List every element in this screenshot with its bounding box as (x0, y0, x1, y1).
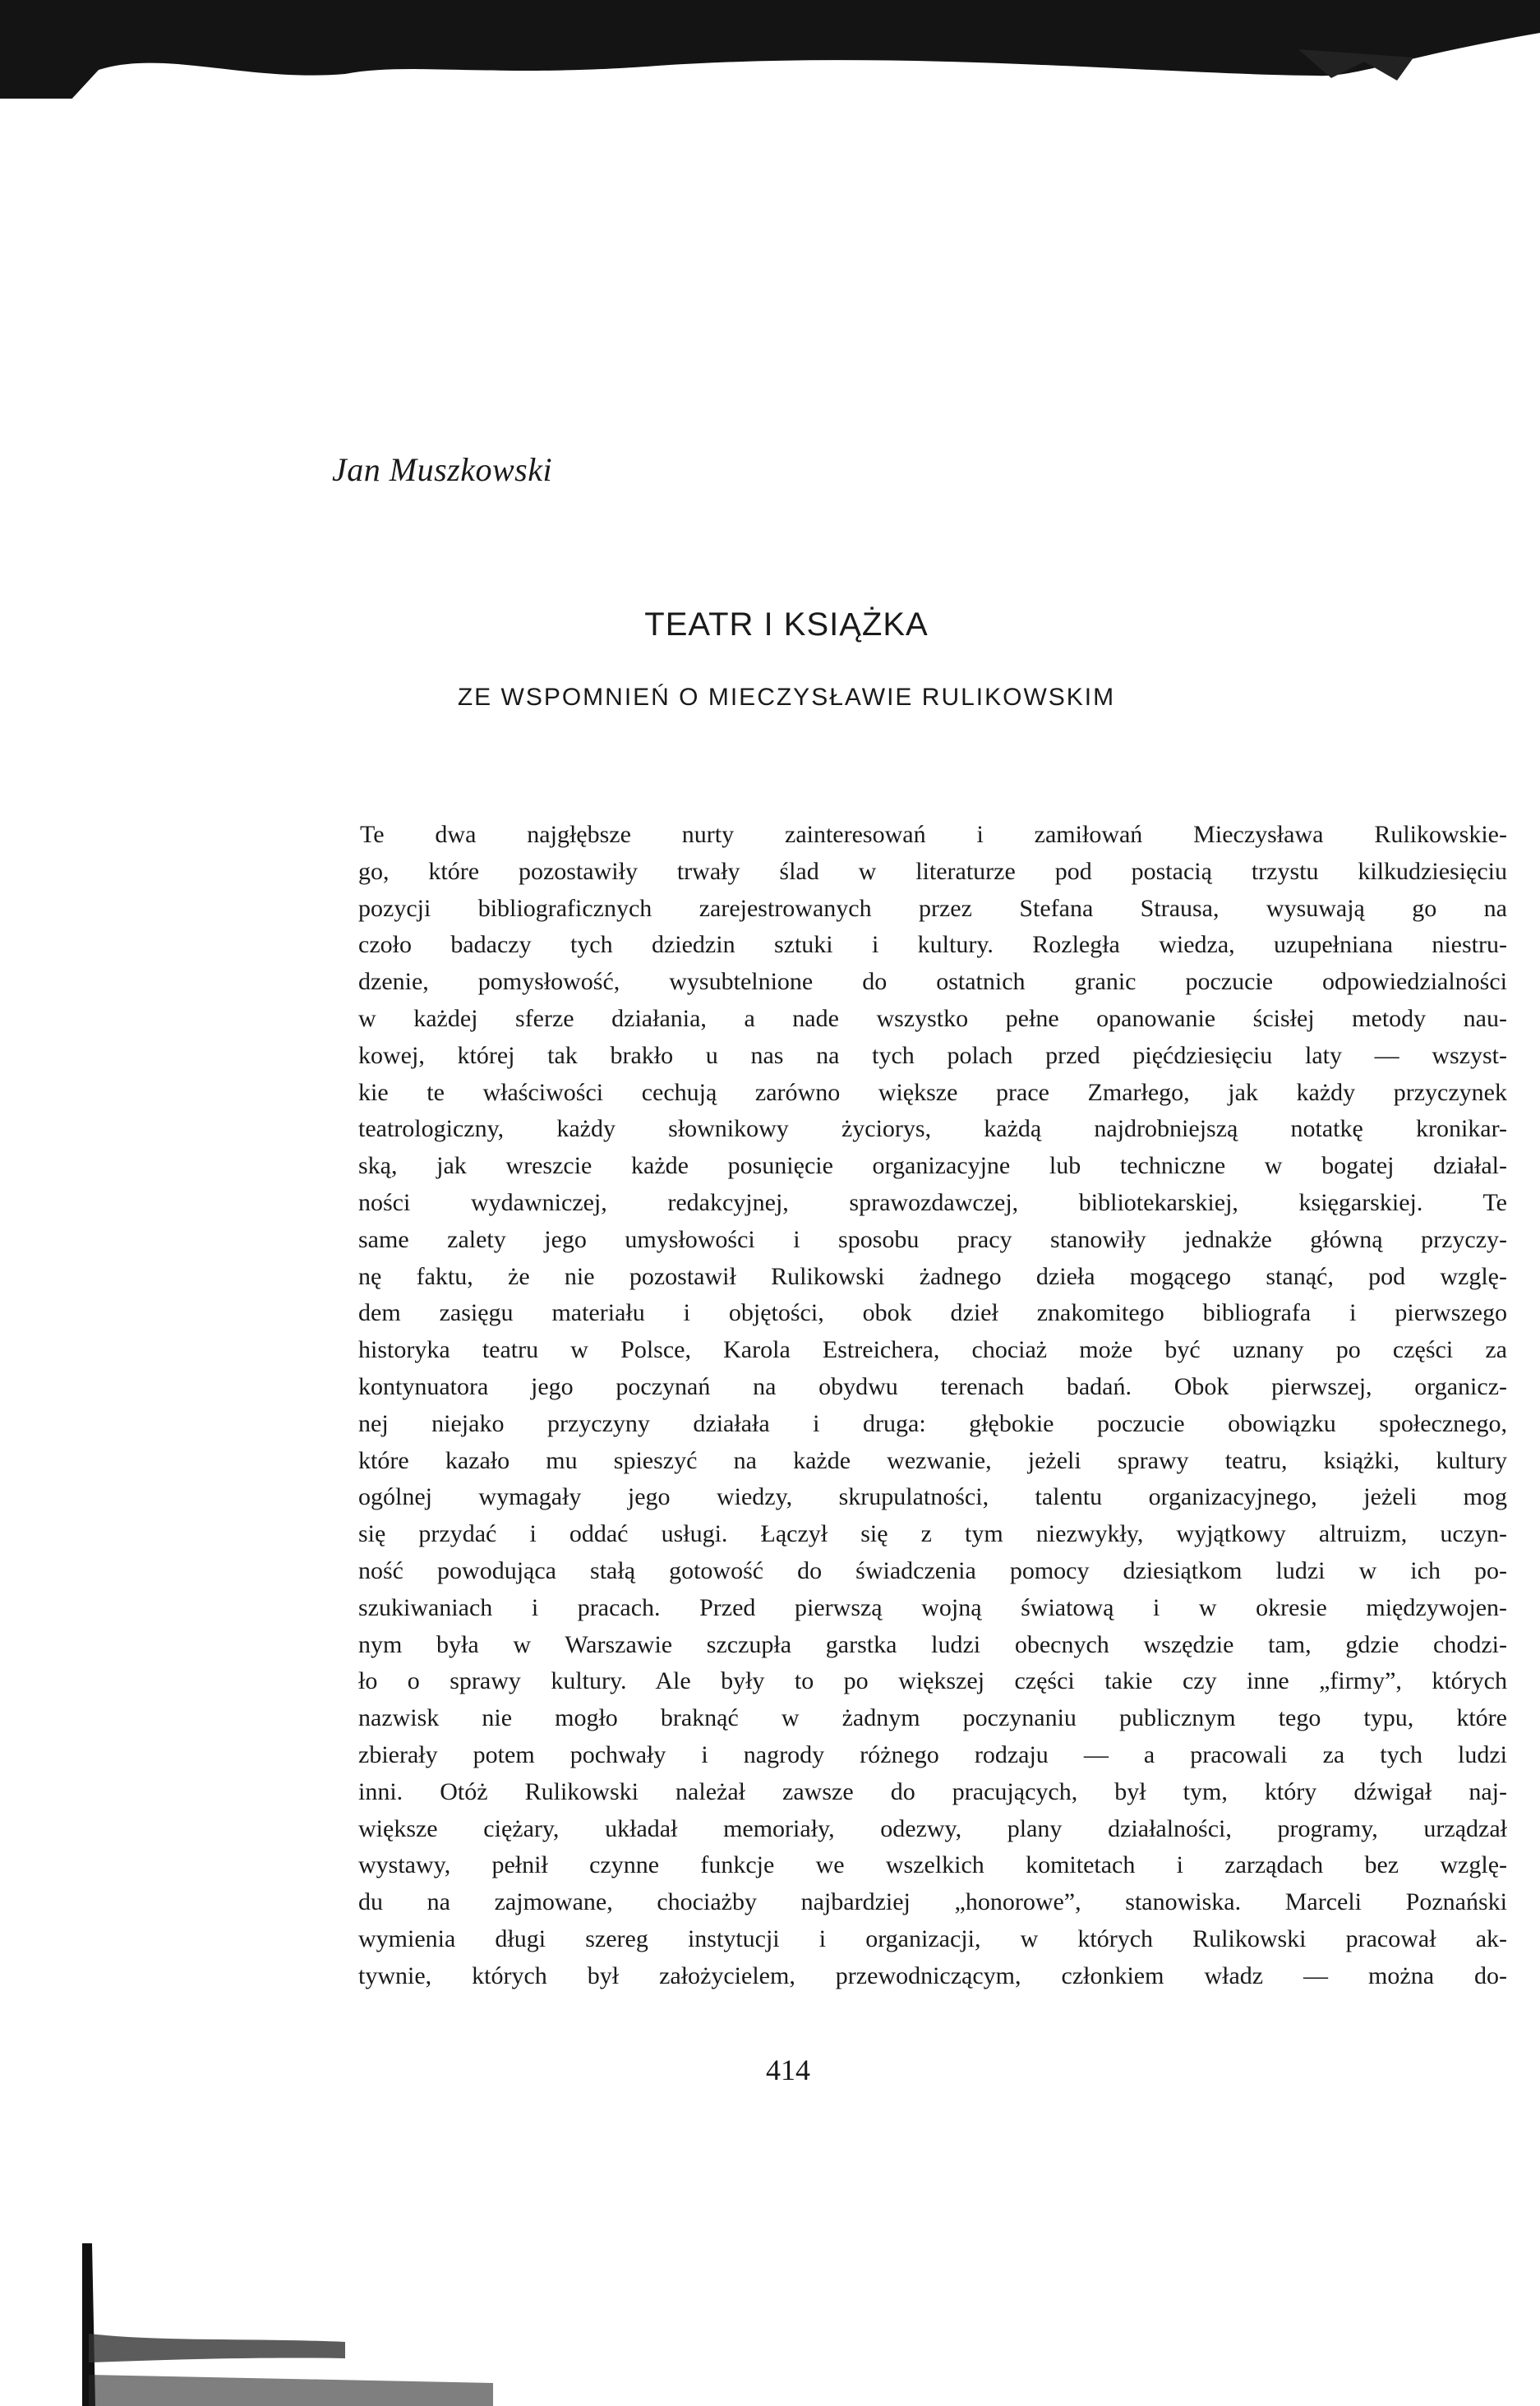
text-line: same zalety jego umysłowości i sposobu pracy stanowiły jednakże główną przyczy- (358, 1225, 1507, 1253)
page-number: 414 (766, 2053, 810, 2086)
scan-artifact-bottom-left (0, 2219, 493, 2406)
text-line: czoło badaczy tych dziedzin sztuki i kultury. Rozległa wiedza, uzupełniana niestru- (358, 931, 1507, 959)
text-line: szukiwaniach i pracach. Przed pierwszą wojną światową i w okresie międzywojen- (358, 1593, 1507, 1621)
text-line: nym była w Warszawie szczupła garstka ludzi obecnych wszędzie tam, gdzie chodzi- (358, 1630, 1507, 1658)
body-paragraph (358, 817, 1507, 1995)
text-line: Te dwa najgłębsze nurty zainteresowań i zamiłowań Mieczysława Rulikowskie- (360, 821, 1507, 848)
text-line: historyka teatru w Polsce, Karola Estreichera, chociaż może być uznany po części za (358, 1336, 1507, 1364)
text-line: większe ciężary, układał memoriały, odezwy, plany działalności, programy, urządzał (358, 1814, 1507, 1842)
text-line: ności wydawniczej, redakcyjnej, sprawozdawczej, bibliotekarskiej, księgarskiej. Te (358, 1188, 1507, 1216)
scan-artifact-top (0, 0, 1540, 99)
article-title: TEATR I KSIĄŻKA (644, 606, 929, 643)
text-line: inni. Otóż Rulikowski należał zawsze do pracujących, był tym, który dźwigał naj- (358, 1777, 1507, 1805)
text-line: nej niejako przyczyny działała i druga: głębokie poczucie obowiązku społecznego, (358, 1409, 1507, 1437)
text-line: ogólnej wymagały jego wiedzy, skrupulatności, talentu organizacyjnego, jeżeli mog (358, 1483, 1507, 1511)
text-line: teatrologiczny, każdy słownikowy życiorys, każdą najdrobniejszą notatkę kronikar- (358, 1115, 1507, 1143)
text-line: nazwisk nie mogło braknąć w żadnym poczynaniu publicznym tego typu, które (358, 1704, 1507, 1732)
text-line: wymienia długi szereg instytucji i organizacji, w których Rulikowski pracował ak- (358, 1924, 1507, 1952)
text-line: wystawy, pełnił czynne funkcje we wszelkich komitetach i zarządach bez wzglę- (358, 1851, 1507, 1879)
text-line: kie te właściwości cechują zarówno większe prace Zmarłego, jak każdy przyczynek (358, 1078, 1507, 1106)
text-line: ską, jak wreszcie każde posunięcie organizacyjne lub techniczne w bogatej działal- (358, 1152, 1507, 1180)
author-name: Jan Muszkowski (332, 451, 553, 488)
text-line: go, które pozostawiły trwały ślad w literaturze pod postacią trzystu kilkudziesięciu (358, 857, 1507, 885)
text-line: w każdej sferze działania, a nade wszystko pełne opanowanie ścisłej metody nau- (358, 1004, 1507, 1032)
text-line: zbierały potem pochwały i nagrody różnego rodzaju — a pracowali za tych ludzi (358, 1740, 1507, 1768)
text-line: pozycji bibliograficznych zarejestrowanych przez Stefana Strausa, wysuwają go na (358, 894, 1507, 922)
text-line: ność powodująca stałą gotowość do świadczenia pomocy dziesiątkom ludzi w ich po- (358, 1556, 1507, 1584)
article-subtitle: ZE WSPOMNIEŃ O MIECZYSŁAWIE RULIKOWSKIM (457, 684, 1116, 711)
text-line: du na zajmowane, chociażby najbardziej „honorowe”, stanowiska. Marceli Poznański (358, 1888, 1507, 1916)
text-line: dem zasięgu materiału i objętości, obok dzieł znakomitego bibliografa i pierwszego (358, 1299, 1507, 1327)
text-line: się przydać i oddać usługi. Łączył się z tym niezwykły, wyjątkowy altruizm, uczyn- (358, 1520, 1507, 1548)
text-line: które kazało mu spieszyć na każde wezwanie, jeżeli sprawy teatru, książki, kultury (358, 1446, 1507, 1474)
text-line: kowej, której tak brakło u nas na tych polach przed pięćdziesięciu laty — wszyst- (358, 1041, 1507, 1069)
text-line: ło o sprawy kultury. Ale były to po większej części takie czy inne „firmy”, których (358, 1667, 1507, 1695)
text-line: nę faktu, że nie pozostawił Rulikowski żadnego dzieła mogącego stanąć, pod wzglę- (358, 1262, 1507, 1290)
text-line: tywnie, których był założycielem, przewodniczącym, członkiem władz — można do- (358, 1961, 1507, 1989)
text-line: kontynuatora jego poczynań na obydwu terenach badań. Obok pierwszej, organicz- (358, 1372, 1507, 1400)
text-line: dzenie, pomysłowość, wysubtelnione do ostatnich granic poczucie odpowiedzialności (358, 968, 1507, 996)
